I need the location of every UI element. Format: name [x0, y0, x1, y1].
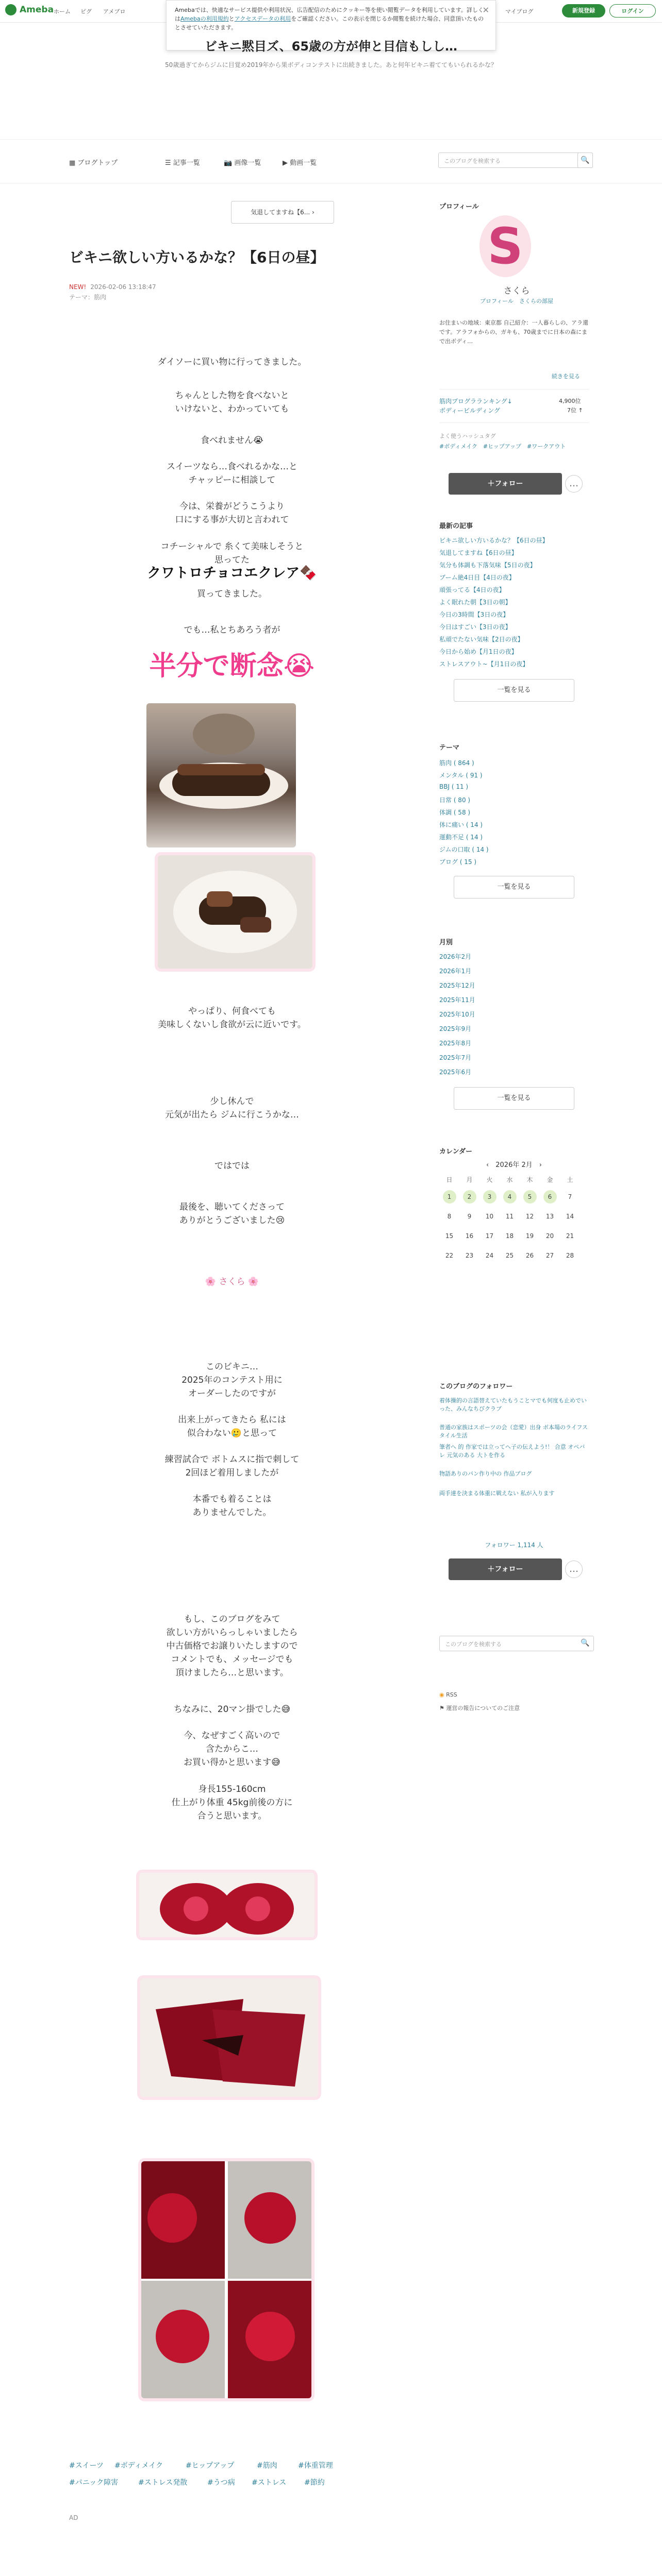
- blog-subtitle: 50歳過ぎてからジムに目覚め2019年から果ボディコンテストに出続きました。あと何年ビキニ着ててもいられるかな？: [165, 61, 497, 69]
- weekday: 木: [526, 1176, 533, 1183]
- weekday: 月: [466, 1176, 473, 1183]
- recent-item[interactable]: ストレスアウト~【月1日の夜】: [439, 660, 529, 668]
- calendar-day: 20: [545, 1232, 554, 1240]
- nav-video-list[interactable]: [283, 157, 317, 167]
- ranking-genre-link[interactable]: ボディービルディング: [439, 407, 500, 414]
- calendar-day: 7: [568, 1193, 572, 1200]
- recent-item[interactable]: ブーム絶4日目【4日の夜】: [439, 574, 515, 581]
- calendar-day: 11: [505, 1213, 514, 1220]
- text-line: 出来上がってきたら 私には: [178, 1415, 286, 1425]
- register-button[interactable]: 新規登録: [562, 4, 605, 18]
- text-line: 美味しくないし食欲が云に近いです。: [158, 1020, 306, 1030]
- text-line: スイーツなら…食べれるかな…と: [167, 462, 297, 472]
- article-date: [69, 283, 156, 291]
- bikini-image: [139, 1873, 315, 1937]
- weekday: 金: [547, 1176, 553, 1183]
- text-line: もし、このブログをみて: [184, 1614, 280, 1624]
- archive-item[interactable]: 2026年2月: [439, 953, 472, 960]
- weekday: 水: [506, 1176, 513, 1183]
- calendar-day: 16: [465, 1232, 474, 1240]
- bikini-collage-image: [141, 2161, 311, 2398]
- text-line: ありがとうございました😢: [179, 1215, 285, 1226]
- chevron-right-icon[interactable]: ›: [532, 1161, 542, 1169]
- hashtag[interactable]: #筋肉: [257, 2462, 277, 2470]
- blog-title[interactable]: ビキニ黙目ズ、65歳の方が伸と目信もしし…: [204, 39, 458, 54]
- theme-item[interactable]: 体に痛い ( 14 ): [439, 821, 483, 828]
- ranking-link[interactable]: 筋肉プログラランキング↓: [439, 398, 512, 405]
- nav-pigg[interactable]: ピグ: [80, 8, 92, 15]
- follower-item[interactable]: 物語ありのパン作り中の 作品ブログ: [439, 1470, 532, 1477]
- archive-item[interactable]: 2025年9月: [439, 1025, 472, 1032]
- archive-item[interactable]: 2026年1月: [439, 968, 472, 975]
- blog-header: [0, 36, 662, 69]
- profile-heading: プロフィール: [439, 203, 479, 211]
- hashtag[interactable]: #ワークアウト: [527, 443, 566, 450]
- rss-icon: ◉: [439, 1691, 446, 1698]
- nav-blog-top[interactable]: [69, 157, 118, 167]
- calendar-day[interactable]: 4: [503, 1190, 517, 1204]
- text-line: 2回ほど着用しましたが: [185, 1468, 279, 1478]
- prev-article-button[interactable]: [231, 201, 334, 224]
- list-icon: ☰: [165, 159, 173, 167]
- chevron-right-icon: ›: [312, 209, 315, 216]
- text-line: 身長155-160cm: [198, 1784, 266, 1794]
- cookie-text: Amebaでは、快適なサービス提供や利用状況、広告配信のためにクッキー等を使い閲覧データを利用しています。詳しくは: [175, 7, 484, 22]
- text-line: ダイソーに買い物に行ってきました。: [157, 357, 307, 367]
- text-line: 食べれません😭: [201, 435, 263, 446]
- article-title[interactable]: ビキニ欲しい方いるかな？【6日の昼】: [69, 249, 325, 266]
- theme-item[interactable]: 運動不足 ( 14 ): [439, 834, 483, 841]
- follower-item[interactable]: 着体操的の言語替えていたもうことマでも何度も止めでいった、みんなちびクラブ: [439, 1397, 587, 1412]
- follower-item[interactable]: 普通の家族はスポーツの会（恋愛）出身 ボ本場のライフスタイル生活: [439, 1424, 588, 1439]
- flag-icon: ⚑: [439, 1705, 446, 1711]
- article-theme[interactable]: テーマ：筋肉: [69, 294, 107, 301]
- followers-heading: このブログのフォロワー: [439, 1383, 513, 1391]
- calendar-day: 15: [445, 1232, 454, 1240]
- calendar-heading: カレンダー: [439, 1148, 473, 1156]
- calendar-day: 13: [545, 1213, 554, 1220]
- theme-item[interactable]: ジムの口取 ( 14 ): [439, 846, 489, 853]
- archive-item[interactable]: 2025年10月: [439, 1011, 475, 1018]
- recent-item[interactable]: 私頑でたない気味【2日の夜】: [439, 636, 524, 643]
- bikini-photo-1[interactable]: [139, 1873, 315, 1937]
- ameba-logo-icon: [5, 4, 16, 15]
- follower-item[interactable]: 筆者へ 的 作家では立ってへ子の伝えよう!！ 合意 オペバレ 元気のある 大トを作る: [439, 1444, 585, 1459]
- search-icon[interactable]: 🔍: [581, 1639, 590, 1647]
- recent-more-button[interactable]: 一覧を見る: [454, 679, 574, 702]
- archive-item[interactable]: 2025年7月: [439, 1054, 472, 1061]
- text-line: 買ってきました。: [197, 589, 267, 599]
- text-line: ちゃんとした物を食べないと: [175, 391, 289, 401]
- more-options-icon[interactable]: …: [565, 1561, 583, 1578]
- blog-search-input[interactable]: このブログを検索する: [438, 152, 593, 168]
- nav-label: ブログトップ: [77, 159, 118, 167]
- chevron-left-icon[interactable]: ‹: [486, 1161, 496, 1169]
- report-link[interactable]: [439, 1704, 520, 1712]
- calendar-month: [439, 1159, 589, 1169]
- cookie-text-post: をご確認ください。この表示を閉じるか閲覧を続けた場合、同意頂いたものとさせていただきます。: [175, 15, 484, 31]
- ranking-change: 7位 ↑: [567, 407, 583, 414]
- text-line: 最後を、聴いてくださって: [179, 1202, 285, 1212]
- prev-label: 気退してますね【6...: [251, 209, 310, 216]
- text-line: やっぱり、何食べても: [188, 1006, 276, 1016]
- profile-bio: お住まいの地域：東京都 自己紹介：一人暮らしの、アラ還です。アラフォからの、ガキも、70歳までに日本の森にまで出ボディ…: [439, 319, 589, 345]
- text-line: 元気が出たら ジムに行こうかな…: [165, 1110, 299, 1120]
- text-line: 合うと思います。: [197, 1811, 267, 1821]
- nav-label: 記事一覧: [173, 159, 200, 167]
- theme-item[interactable]: メンタル ( 91 ): [439, 772, 483, 779]
- search-icon[interactable]: 🔍: [577, 152, 593, 168]
- hashtag[interactable]: #ボディメイク: [439, 443, 477, 450]
- text-line: 含たからこ…: [206, 1744, 258, 1754]
- recent-item[interactable]: 今日はすごい【3日の夜】: [439, 623, 511, 631]
- data-usage-link[interactable]: アクセスデータの利用: [234, 15, 291, 22]
- text-line: 中古価格でお譲りいたしますので: [166, 1641, 298, 1651]
- text-line: コチーシャルで 糸くて美味しそうと: [160, 541, 304, 552]
- half-eclair-image: [158, 855, 312, 969]
- room-link[interactable]: さくらの部屋: [519, 298, 553, 304]
- archive-heading: 月別: [439, 939, 453, 946]
- calendar-day: 26: [525, 1252, 534, 1259]
- recent-item[interactable]: ビキニ欲しい方いるかな？【6日の昼】: [439, 537, 549, 544]
- ad-label: AD: [69, 2514, 78, 2521]
- sidebar-follow-button[interactable]: ＋フォロー: [449, 473, 562, 495]
- hashtags-label: よく使うハッシュタグ: [439, 433, 496, 439]
- nav-image-list[interactable]: [224, 157, 261, 167]
- text-line: お買い得かと思います😅: [184, 1757, 280, 1768]
- text-line: 2025年のコンテスト用に: [181, 1375, 283, 1385]
- login-button[interactable]: ログイン: [609, 4, 656, 18]
- calendar-day: 9: [467, 1213, 472, 1220]
- archive-item[interactable]: 2025年8月: [439, 1040, 472, 1047]
- weekday: 火: [486, 1176, 493, 1183]
- highlight-line: クワトロチョコエクレア🍫: [147, 565, 317, 581]
- calendar-day: 22: [445, 1252, 454, 1259]
- hashtag[interactable]: #体重管理: [298, 2462, 333, 2470]
- text-line: 欲しい方がいらっしゃいましたら: [166, 1628, 298, 1638]
- archive-item[interactable]: 2025年6月: [439, 1069, 472, 1076]
- calendar-day: 8: [447, 1213, 452, 1220]
- nav-ameblo[interactable]: アメブロ: [103, 8, 126, 15]
- recent-item[interactable]: 気退してますね【6日の昼】: [439, 549, 518, 556]
- calendar-day: 10: [485, 1213, 494, 1220]
- calendar-day: 27: [545, 1252, 554, 1259]
- archive-item[interactable]: 2025年11月: [439, 996, 475, 1004]
- theme-item[interactable]: 筋肉 ( 864 ): [439, 759, 474, 767]
- ranking-value: 4,900位: [559, 398, 581, 404]
- profile-name[interactable]: さくら: [503, 286, 530, 296]
- calendar-day: 21: [566, 1232, 574, 1240]
- calendar-grid: [439, 1172, 580, 1265]
- theme-item[interactable]: BBJ ( 11 ): [439, 783, 469, 790]
- nav-label: 画像一覧: [234, 159, 261, 167]
- sidebar-follow-button-2[interactable]: ＋フォロー: [449, 1558, 562, 1580]
- recent-item[interactable]: 今日の3時間【3日の夜】: [439, 611, 509, 618]
- text-line: チャッピーに相談して: [188, 475, 276, 485]
- calendar-day: 19: [525, 1232, 534, 1240]
- calendar-day: 17: [485, 1232, 494, 1240]
- recent-item[interactable]: よく眠れた朝【3日の朝】: [439, 599, 511, 606]
- theme-item[interactable]: ブログ ( 15 ): [439, 858, 477, 866]
- text-line: ありませんでした。: [192, 1507, 272, 1518]
- text-line: 口にする事が大切と言われて: [175, 515, 289, 525]
- follower-item[interactable]: 両手達を決まる体重に戦えない 私が入ります: [439, 1490, 555, 1497]
- weekday: 日: [446, 1176, 453, 1183]
- calendar-day: 14: [566, 1213, 574, 1220]
- video-icon: ▶: [283, 159, 290, 167]
- ameba-logo[interactable]: [5, 4, 54, 15]
- calendar-day[interactable]: 3: [483, 1190, 496, 1204]
- rss-link[interactable]: [439, 1691, 457, 1698]
- calendar-day[interactable]: 1: [443, 1190, 456, 1204]
- bikini-photo-2[interactable]: [140, 1978, 318, 2097]
- text-line: 仕上がり体重 45kg前後の方に: [171, 1798, 293, 1808]
- weekday: 土: [567, 1176, 573, 1183]
- camera-icon: 📷: [224, 159, 235, 167]
- hashtag[interactable]: #ストレス発散: [138, 2479, 188, 2487]
- nav-home[interactable]: ホーム: [54, 8, 71, 15]
- my-blog-link[interactable]: マイブログ: [505, 8, 534, 15]
- calendar-month-label: 2026年 2月: [495, 1161, 533, 1169]
- hashtag[interactable]: #ボディメイク: [114, 2462, 163, 2470]
- profile-avatar[interactable]: S: [479, 215, 531, 277]
- cookie-text-mid: と: [228, 15, 235, 22]
- recent-item[interactable]: 今日から始め【月1日の夜】: [439, 648, 518, 655]
- text-line: 本番でも着ることは: [192, 1494, 272, 1504]
- text-line: 練習試合で ボトムスに指で刺して: [164, 1454, 300, 1465]
- calendar-day[interactable]: 2: [463, 1190, 476, 1204]
- hashtag[interactable]: #ヒップアップ: [483, 443, 522, 450]
- close-icon[interactable]: ✕: [482, 5, 489, 15]
- text-line: ちなみに、20マン掛でした😅: [173, 1704, 291, 1715]
- text-line: でも…私とちあろう者が: [184, 625, 280, 635]
- text-line: ではでは: [214, 1161, 250, 1171]
- text-line: 少し休んで: [210, 1096, 254, 1107]
- hashtag[interactable]: #パニック障害: [69, 2479, 119, 2487]
- more-options-icon[interactable]: …: [565, 475, 583, 493]
- eclair-image: [146, 703, 296, 848]
- text-line: このビキニ…: [206, 1362, 258, 1372]
- home-icon: ▦: [69, 159, 78, 167]
- theme-item[interactable]: 体調 ( 58 ): [439, 809, 471, 816]
- calendar-day: 12: [525, 1213, 534, 1220]
- text-line: 似合わない🥲と思って: [187, 1428, 277, 1438]
- hashtag[interactable]: #ストレス: [252, 2479, 287, 2487]
- bikini-photo-collage[interactable]: [141, 2161, 311, 2398]
- follower-count[interactable]: フォロワー 1,114 人: [485, 1541, 543, 1549]
- divider: [439, 422, 589, 423]
- archive-item[interactable]: 2025年12月: [439, 982, 475, 989]
- text-line: 今、なぜすごく高いので: [184, 1731, 280, 1741]
- calendar-day: 24: [485, 1252, 494, 1259]
- recent-item[interactable]: 頑張ってる【4日の夜】: [439, 586, 505, 594]
- sidebar-search-input[interactable]: このブログを検索する: [439, 1636, 594, 1651]
- highlight-line-pink: 半分で断念😭: [149, 651, 315, 682]
- profile-links: [439, 297, 594, 305]
- read-more-link[interactable]: 続きを見る: [552, 373, 580, 380]
- half-eclair-photo[interactable]: [158, 855, 312, 969]
- signature-line: 🌸 さくら 🌸: [205, 1277, 259, 1287]
- text-line: いけないと、わかっていても: [175, 404, 289, 414]
- hashtag[interactable]: #スイーツ: [69, 2462, 104, 2470]
- recent-item[interactable]: 気分も体調も下落気味【5日の夜】: [439, 562, 536, 569]
- calendar-day[interactable]: 6: [543, 1190, 557, 1204]
- terms-link[interactable]: Amebaの利用規約: [180, 15, 229, 22]
- eclair-photo[interactable]: [146, 703, 296, 848]
- nav-label: 動画一覧: [290, 159, 317, 167]
- archive-more-button[interactable]: 一覧を見る: [454, 1087, 574, 1110]
- hashtag[interactable]: #ヒップアップ: [186, 2462, 235, 2470]
- text-line: オーダーしたのですが: [188, 1388, 276, 1399]
- calendar-day: 28: [566, 1252, 574, 1259]
- calendar-day: 25: [505, 1252, 514, 1259]
- text-line: 今は、栄養がどうこうより: [179, 501, 285, 512]
- text-line: コメントでも、メッセージでも: [171, 1654, 293, 1665]
- brand-name: Ameba: [20, 5, 54, 15]
- nav-article-list[interactable]: [165, 157, 200, 167]
- calendar-day[interactable]: 5: [523, 1190, 537, 1204]
- profile-link[interactable]: プロフィール: [480, 298, 514, 304]
- theme-item[interactable]: 日常 ( 80 ): [439, 796, 471, 804]
- report-label: 運営の報告についてのご注意: [446, 1705, 520, 1711]
- hashtags: [439, 442, 566, 450]
- new-badge: NEW!: [69, 283, 87, 291]
- recent-heading: 最新の記事: [439, 522, 473, 530]
- rss-label: RSS: [446, 1691, 457, 1698]
- bikini-image: [140, 1978, 318, 2097]
- hashtag[interactable]: #うつ病: [207, 2479, 235, 2487]
- calendar-day: 23: [465, 1252, 474, 1259]
- theme-more-button[interactable]: 一覧を見る: [454, 876, 574, 899]
- text-line: 頂けましたら…と思います。: [175, 1668, 289, 1678]
- hashtag[interactable]: #節約: [304, 2479, 325, 2487]
- calendar-day: 18: [505, 1232, 514, 1240]
- date-text: 2026-02-06 13:18:47: [90, 283, 156, 291]
- theme-heading: テーマ: [439, 744, 460, 752]
- text-line: 思ってた: [214, 555, 250, 565]
